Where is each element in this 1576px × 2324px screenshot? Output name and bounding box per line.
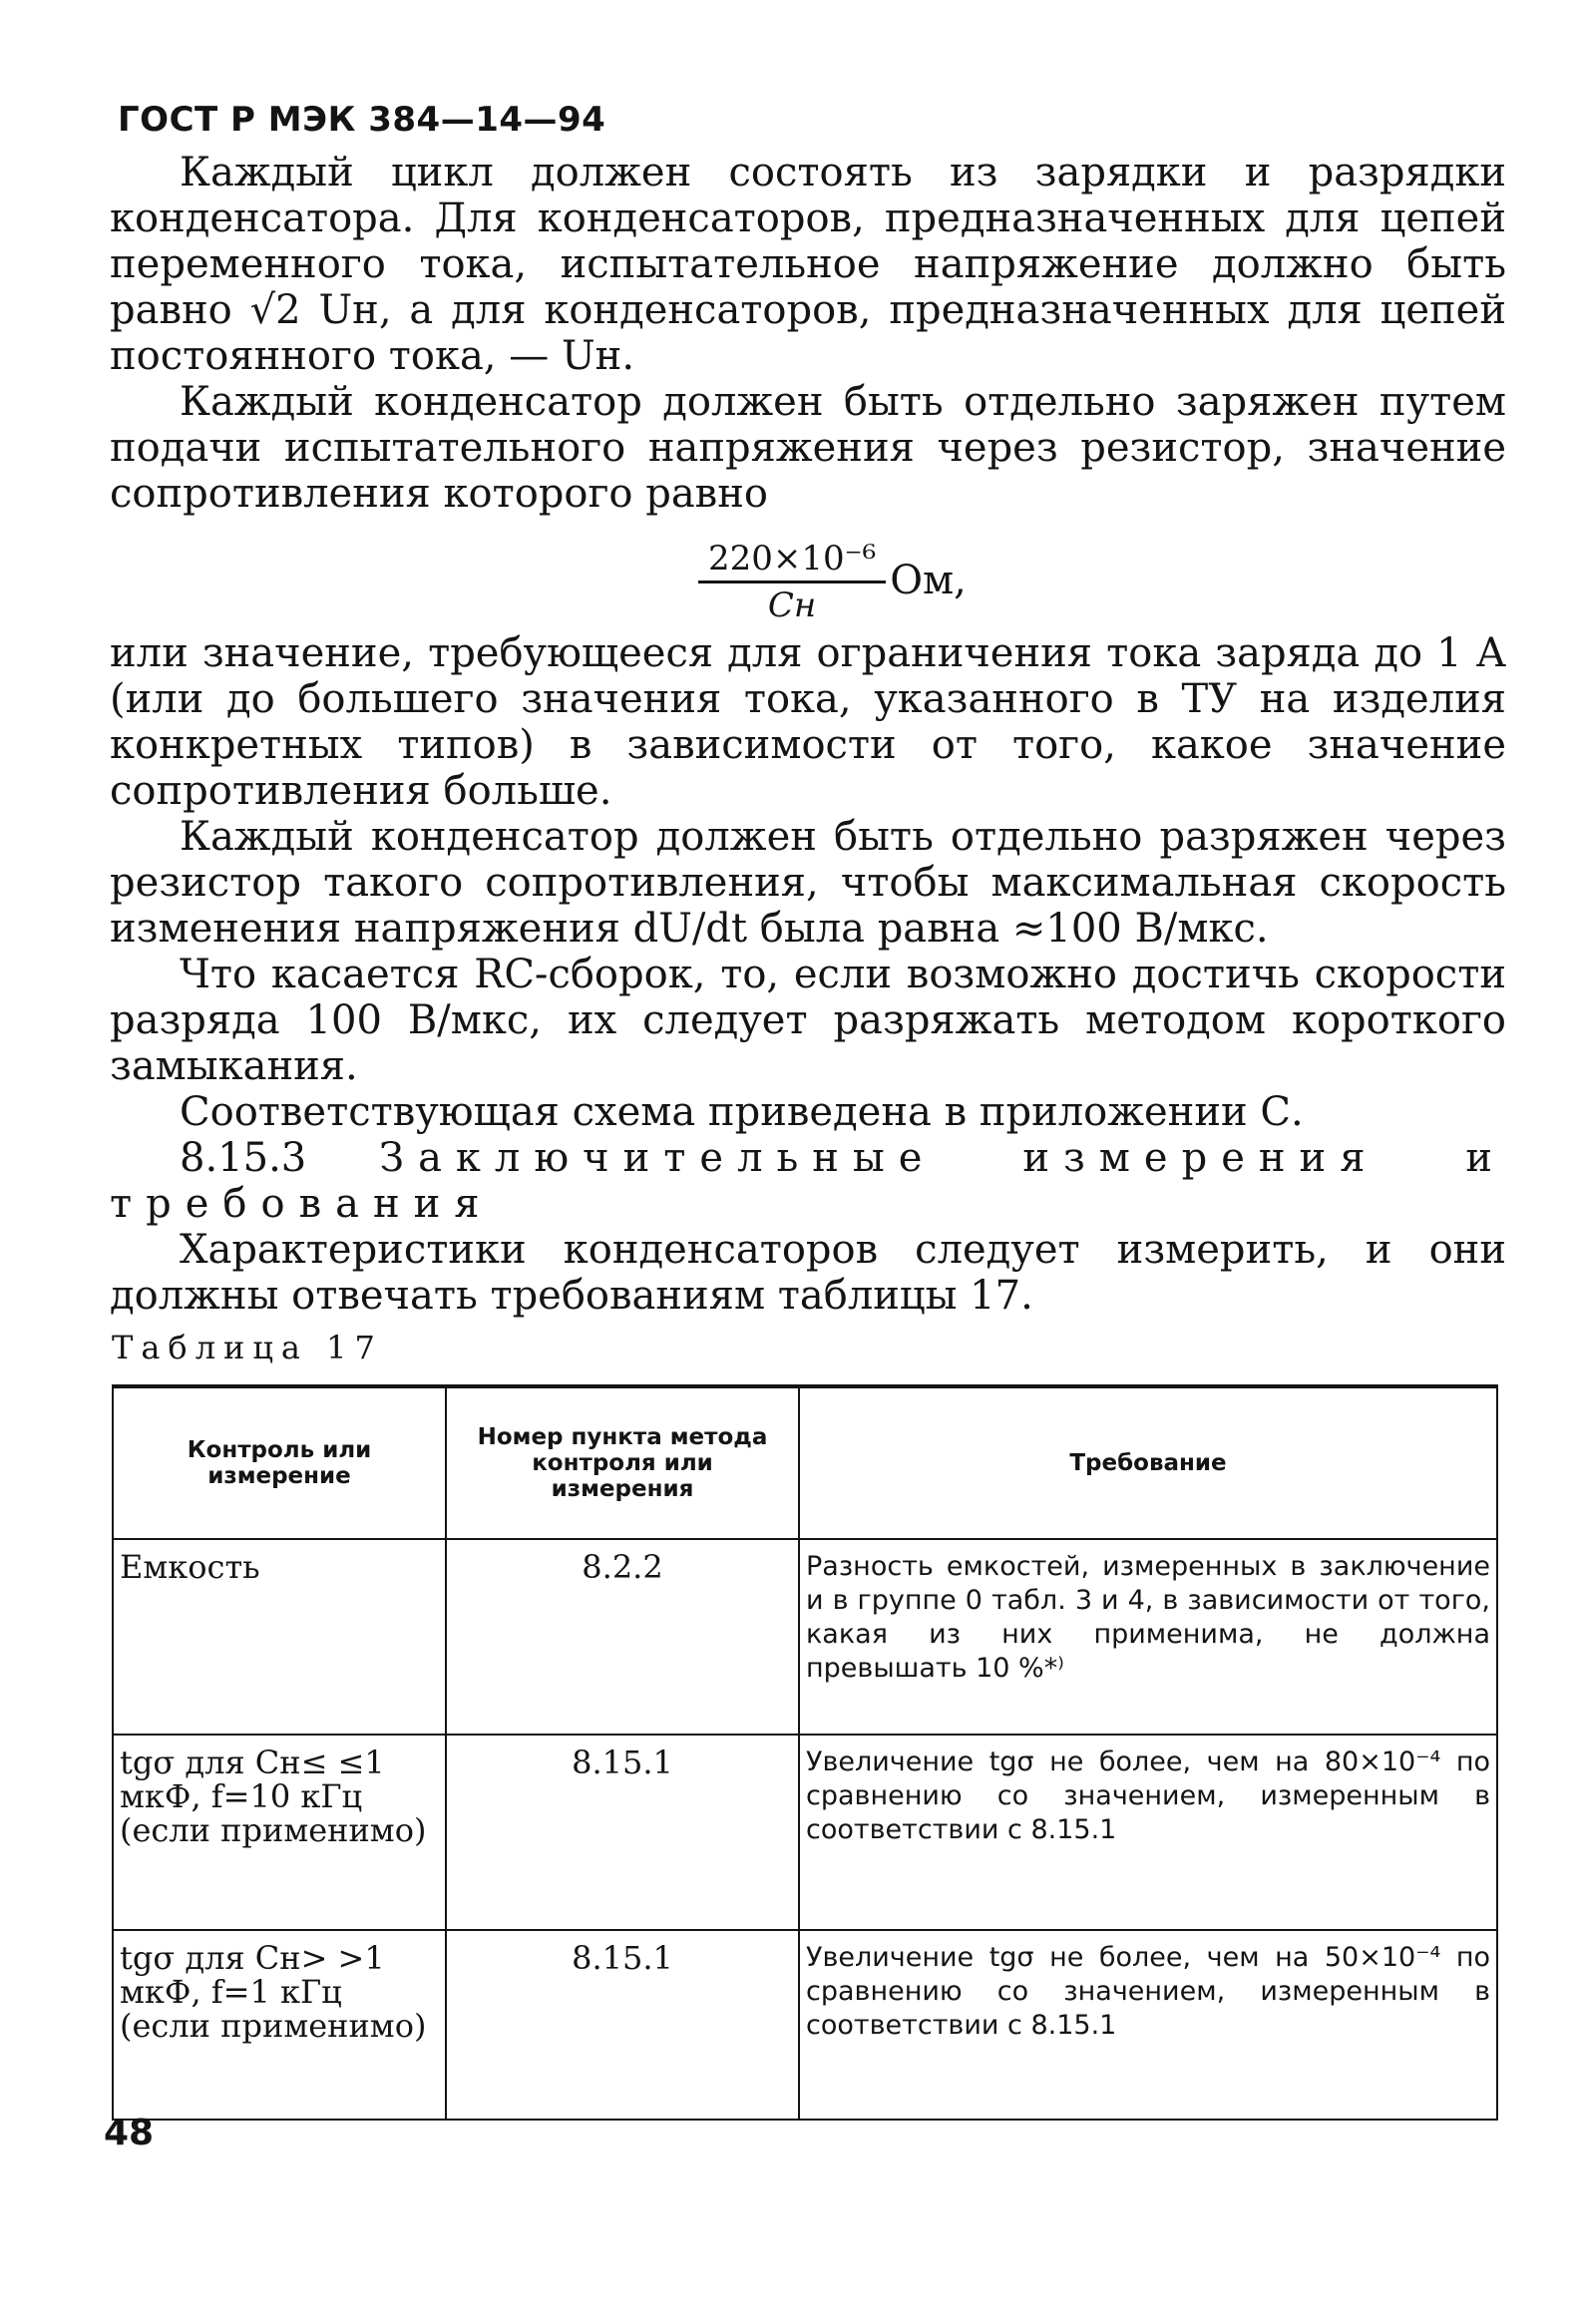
document-header: ГОСТ Р МЭК 384—14—94: [118, 100, 606, 140]
formula-numerator: 220×10⁻⁶: [698, 539, 886, 583]
intro-text: [110, 150, 1506, 517]
cell-control: tgσ для Cн≤ ≤1 мкФ, f=10 кГц (если применимо): [113, 1735, 446, 1930]
formula-fraction: [698, 539, 886, 625]
table-row: [113, 1735, 1497, 1930]
resistance-formula: [698, 539, 967, 625]
table-header-row: [113, 1386, 1497, 1539]
cell-requirement: Разность емкостей, измеренных в заключение и в группе 0 табл. 3 и 4, в зависимости от того, какая из них применима, не должна превышать 10 %*⁾: [799, 1539, 1497, 1735]
cell-control: tgσ для Cн> >1 мкФ, f=1 кГц (если применимо): [113, 1930, 446, 2120]
body-text: [110, 630, 1506, 1319]
paragraph-appendix: Соответствующая схема приведена в приложении С.: [180, 1089, 1304, 1135]
header-requirement: Требование: [799, 1386, 1497, 1539]
header-clause: Номер пункта метода контроля или измерения: [446, 1386, 799, 1539]
cell-control: Емкость: [113, 1539, 446, 1735]
cell-requirement: Увеличение tgσ не более, чем на 80×10⁻⁴ по сравнению со значением, измеренным в соответствии с 8.15.1: [799, 1735, 1497, 1930]
formula-unit: Ом,: [890, 557, 967, 603]
paragraph-charge: Каждый конденсатор должен быть отдельно заряжен путем подачи испытательного напряжения через резистор, значение сопротивления которого равно: [110, 379, 1506, 517]
cell-clause: 8.15.1: [446, 1735, 799, 1930]
table-row: [113, 1930, 1497, 2120]
paragraph-cycle: Каждый цикл должен состоять из зарядки и разрядки конденсатора. Для конденсаторов, предназначенных для цепей переменного тока, испытательное напряжение должно быть равно √2 Uн, а для конденсаторов, предназначенных для цепей постоянного тока, — Uн.: [110, 150, 1506, 379]
table-label: Таблица 17: [112, 1329, 383, 1366]
paragraph-discharge: Каждый конденсатор должен быть отдельно разряжен через резистор такого сопротивления, чтобы максимальная скорость изменения напряжения dU/dt была равна ≈100 В/мкс.: [110, 814, 1506, 952]
cell-clause: 8.15.1: [446, 1930, 799, 2120]
section-title: Заключительные измерения и требования: [110, 1135, 1507, 1227]
paragraph-section-text: Характеристики конденсаторов следует измерить, и они должны отвечать требованиям таблицы 17.: [110, 1227, 1506, 1319]
section-number: 8.15.3: [180, 1135, 307, 1181]
requirements-table: [112, 1384, 1498, 2121]
cell-requirement: Увеличение tgσ не более, чем на 50×10⁻⁴ по сравнению со значением, измеренным в соответствии с 8.15.1: [799, 1930, 1497, 2120]
paragraph-rc: Что касается RC-сборок, то, если возможно достичь скорости разряда 100 В/мкс, их следует разряжать методом короткого замыкания.: [110, 952, 1506, 1089]
paragraph-current-limit: или значение, требующееся для ограничения тока заряда до 1 А (или до большего значения тока, указанного в ТУ на изделия конкретных типов) в зависимости от того, какое значение сопротивления больше.: [110, 630, 1506, 814]
page-number: 48: [104, 2113, 155, 2153]
table-row: [113, 1539, 1497, 1735]
cell-clause: 8.2.2: [446, 1539, 799, 1735]
header-control: Контроль или измерение: [113, 1386, 446, 1539]
formula-denominator: Cн: [767, 585, 817, 625]
section-heading: [110, 1135, 1506, 1227]
